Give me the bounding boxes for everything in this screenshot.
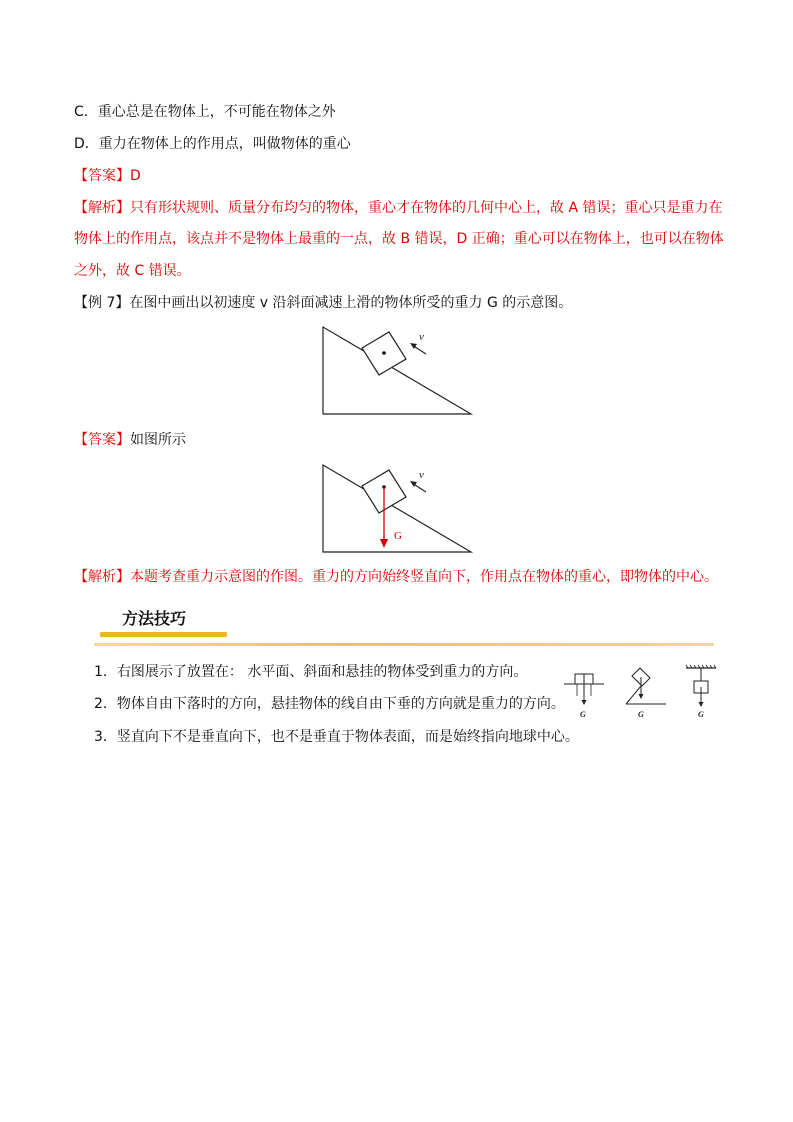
mini-g-label-2: G [638, 710, 644, 719]
hanging-diagram [686, 665, 716, 719]
incline-answer-figure [318, 460, 478, 556]
analysis-2: 【解析】本题考查重力示意图的作图。重力的方向始终竖直向下，作用点在物体的重心，即物体的中心。 [74, 569, 718, 585]
answer-1-tag: 【答案】 [74, 168, 130, 184]
method-item-3: 3．竖直向下不是垂直向下，也不是垂直于物体表面，而是始终指向地球中心。 [94, 729, 579, 745]
analysis-1-line-2: 物体上的作用点，该点并不是物体上最重的一点，故 B 错误，D 正确；重心可以在物体上，也可以在物体 [74, 231, 724, 247]
center-of-gravity-dot [382, 351, 386, 355]
velocity-label: v [419, 469, 424, 481]
horizontal-surface-diagram [564, 674, 604, 719]
method-heading: 方法技巧 [122, 609, 187, 628]
incline-surface-diagram [626, 668, 666, 719]
velocity-label: v [419, 331, 424, 343]
heading-underline [100, 632, 227, 637]
analysis-1-line-1: 【解析】只有形状规则、质量分布均匀的物体，重心才在物体的几何中心上，故 A 错误；重心只是重力在 [74, 200, 723, 216]
option-d: D．重力在物体上的作用点，叫做物体的重心 [74, 136, 351, 152]
method-item-1: 1．右图展示了放置在： 水平面、斜面和悬挂的物体受到重力的方向。 [94, 664, 528, 680]
mini-g-label-3: G [698, 710, 704, 719]
option-c: C．重心总是在物体上，不可能在物体之外 [74, 104, 336, 120]
incline-figure [318, 322, 478, 418]
gravity-direction-diagrams [560, 664, 720, 720]
section-rule [94, 643, 714, 646]
answer-1-text: D [130, 168, 141, 184]
method-item-2: 2．物体自由下落时的方向，悬挂物体的线自由下垂的方向就是重力的方向。 [94, 696, 565, 712]
gravity-label: G [394, 530, 402, 542]
example-7-question: 【例 7】在图中画出以初速度 v 沿斜面减速上滑的物体所受的重力 G 的示意图。 [74, 295, 573, 311]
answer-2 [74, 430, 186, 450]
gravity-arrowhead [380, 539, 388, 548]
mini-g-label-1: G [580, 710, 586, 719]
analysis-1-line-3: 之外，故 C 错误。 [74, 263, 191, 279]
answer-1 [74, 166, 141, 186]
answer-2-tag: 【答案】 [74, 432, 130, 448]
answer-2-text: 如图所示 [130, 432, 186, 448]
incline-triangle [323, 327, 471, 414]
